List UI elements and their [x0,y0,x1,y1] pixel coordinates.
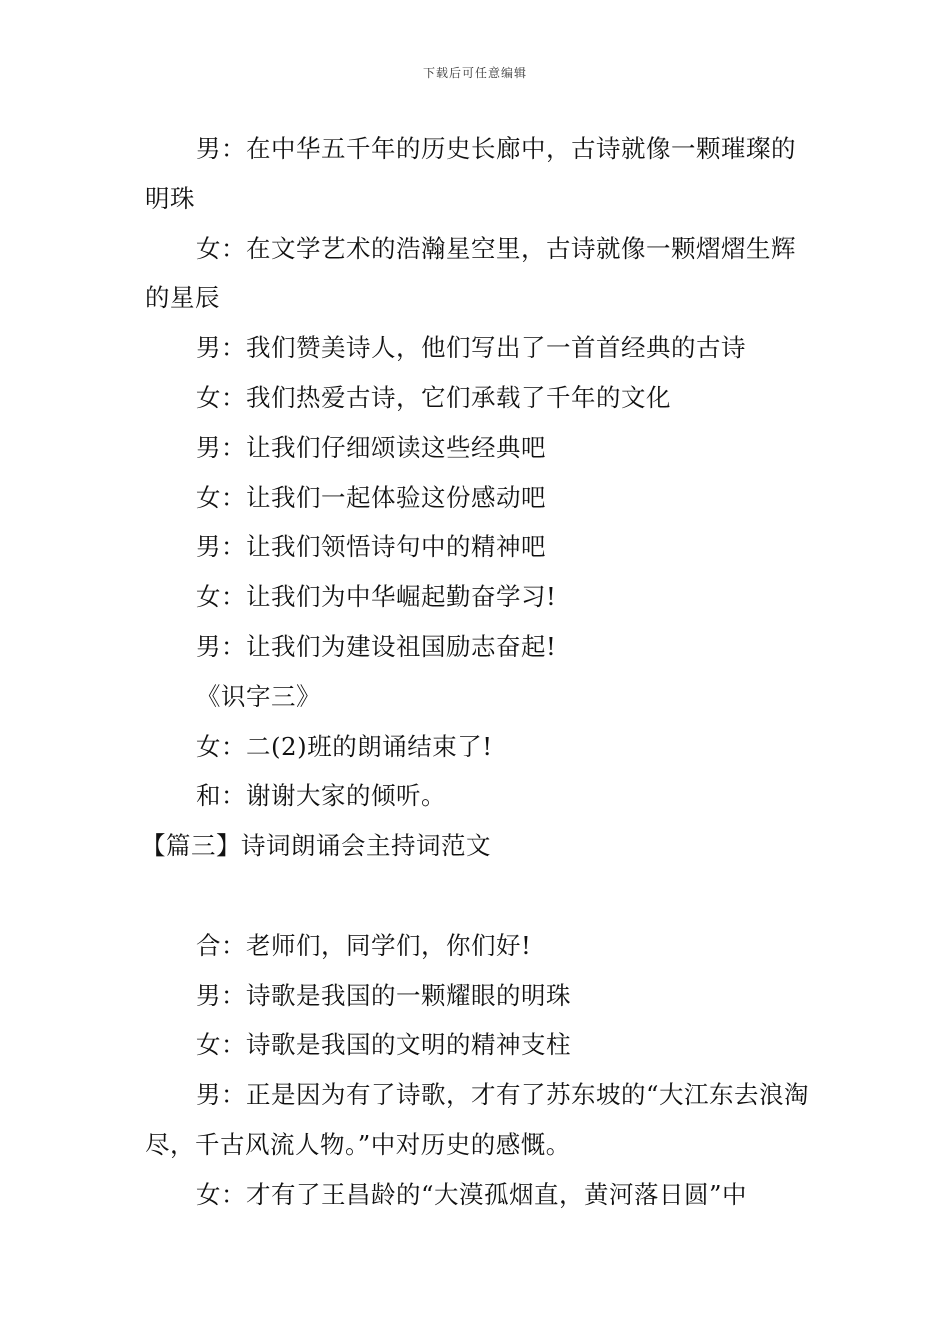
paragraph: 女：让我们一起体验这份感动吧 [196,482,546,512]
paragraph: 男：正是因为有了诗歌，才有了苏东坡的“大江东去浪淘尽，千古风流人物。”中对历史的感慨。 [145,1080,810,1159]
paragraph: 合：老师们，同学们，你们好! [196,930,532,960]
paragraph: 男：在中华五千年的历史长廊中，古诗就像一颗璀璨的明珠 [145,134,796,213]
paragraph: 男：我们赞美诗人，他们写出了一首首经典的古诗 [196,333,746,363]
document-body [141,124,810,1220]
section-heading: 【篇三】诗词朗诵会主持词范文 [141,831,491,861]
blank-line [145,871,810,921]
paragraph: 男：让我们领悟诗句中的精神吧 [196,532,546,562]
paragraph: 女：我们热爱古诗，它们承载了千年的文化 [196,382,671,412]
paragraph: 男：让我们仔细颂读这些经典吧 [196,432,546,462]
paragraph: 女：在文学艺术的浩瀚星空里，古诗就像一颗熠熠生辉的星辰 [145,233,796,313]
paragraph: 和：谢谢大家的倾听。 [196,781,446,811]
paragraph: 女：让我们为中华崛起勤奋学习! [196,582,557,612]
paragraph: 男：让我们为建设祖国励志奋起! [196,631,557,661]
paragraph: 男：诗歌是我国的一颗耀眼的明珠 [196,980,571,1010]
paragraph: 女：才有了王昌龄的“大漠孤烟直，黄河落日圆”中 [196,1179,748,1209]
paragraph: 女：诗歌是我国的文明的精神支柱 [196,1030,571,1060]
page-header: 下载后可任意编辑 [422,66,527,80]
paragraph-title: 《识字三》 [196,681,321,711]
paragraph: 女：二(2)班的朗诵结束了! [196,731,493,761]
